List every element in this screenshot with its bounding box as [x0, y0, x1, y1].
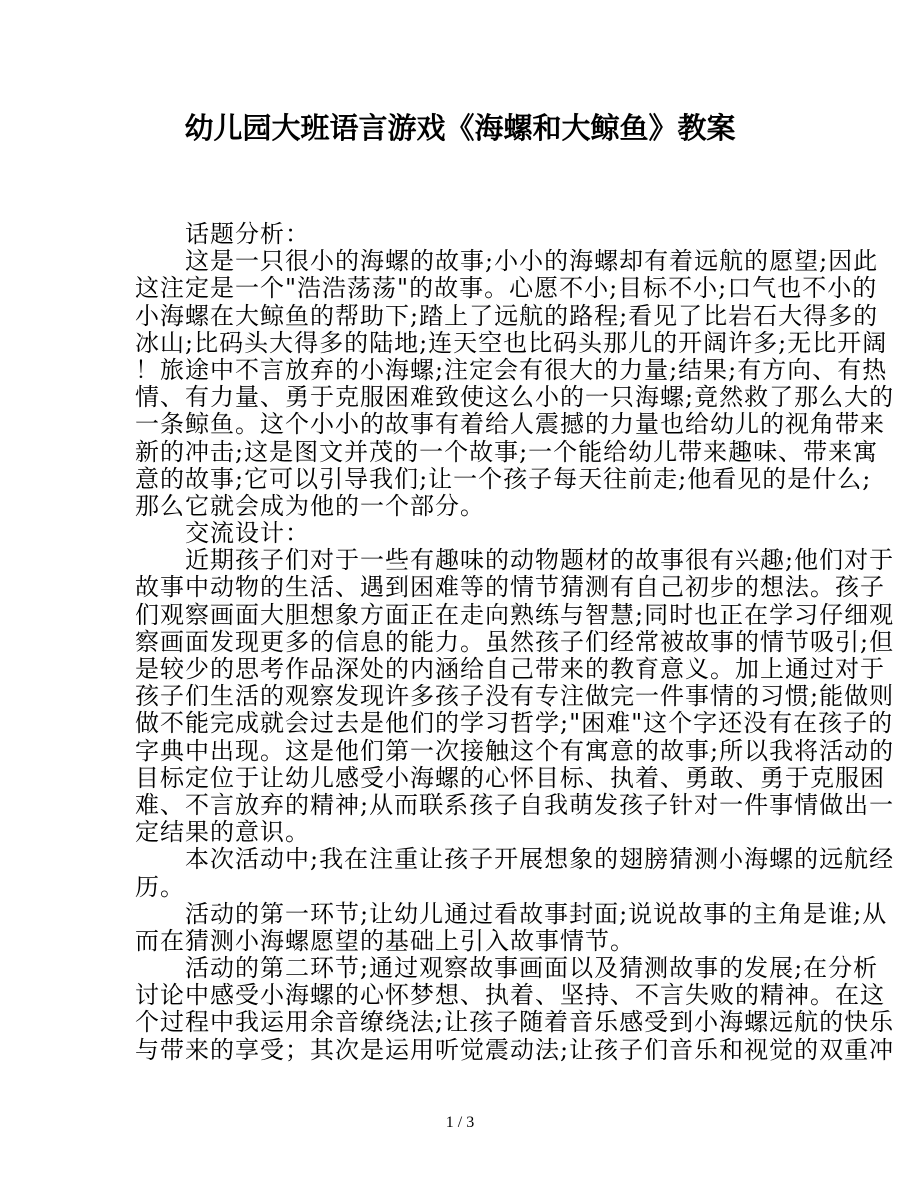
text-line: 是较少的思考作品深处的内涵给自己带来的教育意义。加上通过对于	[135, 655, 885, 683]
paragraph	[135, 221, 787, 248]
paragraph	[135, 954, 895, 1064]
paragraph	[135, 247, 895, 520]
text-line: 做不能完成就会过去是他们的学习哲学;"困难"这个字还没有在孩子的	[135, 709, 894, 738]
text-line: 本次活动中;我在注重让孩子开展想象的翅膀猜测小海螺的远航经	[185, 845, 895, 874]
text-line: 历。	[135, 872, 185, 901]
text-line: 这注定是一个"浩浩荡荡"的故事。心愿不小;目标不小;口气也不小的	[135, 274, 878, 303]
text-line: 与带来的享受；其次是运用听觉震动法;让孩子们音乐和视觉的双重冲	[135, 1035, 895, 1064]
text-line: 交流设计：	[185, 519, 310, 548]
text-line: 而在猜测小海螺愿望的基础上引入故事情节。	[135, 926, 635, 955]
text-line: 这是一只很小的海螺的故事;小小的海螺却有着远航的愿望;因此	[185, 247, 879, 276]
text-line: 个过程中我运用余音缭绕法;让孩子随着音乐感受到小海螺远航的快乐	[135, 1008, 895, 1037]
text-line: 那么它就会成为他的一个部分。	[135, 491, 485, 520]
text-line: 一条鲸鱼。这个小小的故事有着给人震撼的力量也给幼儿的视角带来	[135, 410, 885, 439]
text-line: 字典中出现。这是他们第一次接触这个有寓意的故事;所以我将活动的	[135, 736, 895, 765]
text-line: 定结果的意识。	[135, 818, 310, 847]
text-line: 近期孩子们对于一些有趣味的动物题材的故事很有兴趣;他们对于	[185, 546, 895, 575]
paragraph	[135, 546, 895, 847]
text-line: 孩子们生活的观察发现许多孩子没有专注做完一件事情的习惯;能做则	[135, 682, 895, 711]
text-line: 讨论中感受小海螺的心怀梦想、执着、坚持、不言失败的精神。在这	[135, 981, 885, 1010]
text-line: 意的故事;它可以引导我们;让一个孩子每天往前走;他看见的是什么;	[135, 464, 872, 493]
paragraph	[135, 520, 787, 547]
paragraph	[135, 845, 895, 901]
text-line: 们观察画面大胆想象方面正在走向熟练与智慧;同时也正在学习仔细观	[135, 600, 895, 629]
text-line: 察画面发现更多的信息的能力。虽然孩子们经常被故事的情节吸引;但	[135, 627, 895, 656]
text-line: ！旅途中不言放弃的小海螺;注定会有很大的力量;结果;有方向、有热	[135, 355, 888, 384]
text-line: 故事中动物的生活、遇到困难等的情节猜测有自己初步的想法。孩子	[135, 573, 885, 602]
document-title: 幼儿园大班语言游戏《海螺和大鲸鱼》教案	[184, 111, 736, 145]
text-line: 小海螺在大鲸鱼的帮助下;踏上了远航的路程;看见了比岩石大得多的	[135, 301, 879, 330]
text-line: 目标定位于让幼儿感受小海螺的心怀目标、执着、勇敢、勇于克服困	[135, 763, 885, 792]
paragraph	[135, 899, 888, 955]
text-line: 冰山;比码头大得多的陆地;连天空也比码头那儿的开阔许多;无比开阔	[135, 328, 888, 357]
page-number: 1 / 3	[445, 1114, 475, 1131]
text-line: 话题分析：	[185, 220, 310, 248]
text-line: 新的冲击;这是图文并茂的一个故事;一个能给幼儿带来趣味、带来寓	[135, 437, 879, 466]
text-line: 活动的第二环节;通过观察故事画面以及猜测故事的发展;在分析	[185, 954, 879, 983]
text-line: 难、不言放弃的精神;从而联系孩子自我萌发孩子针对一件事情做出一	[135, 790, 895, 819]
text-line: 情、有力量、勇于克服困难致使这么小的一只海螺;竟然救了那么大的	[135, 383, 895, 412]
document-body	[135, 220, 895, 1064]
text-line: 活动的第一环节;让幼儿通过看故事封面;说说故事的主角是谁;从	[185, 899, 888, 928]
